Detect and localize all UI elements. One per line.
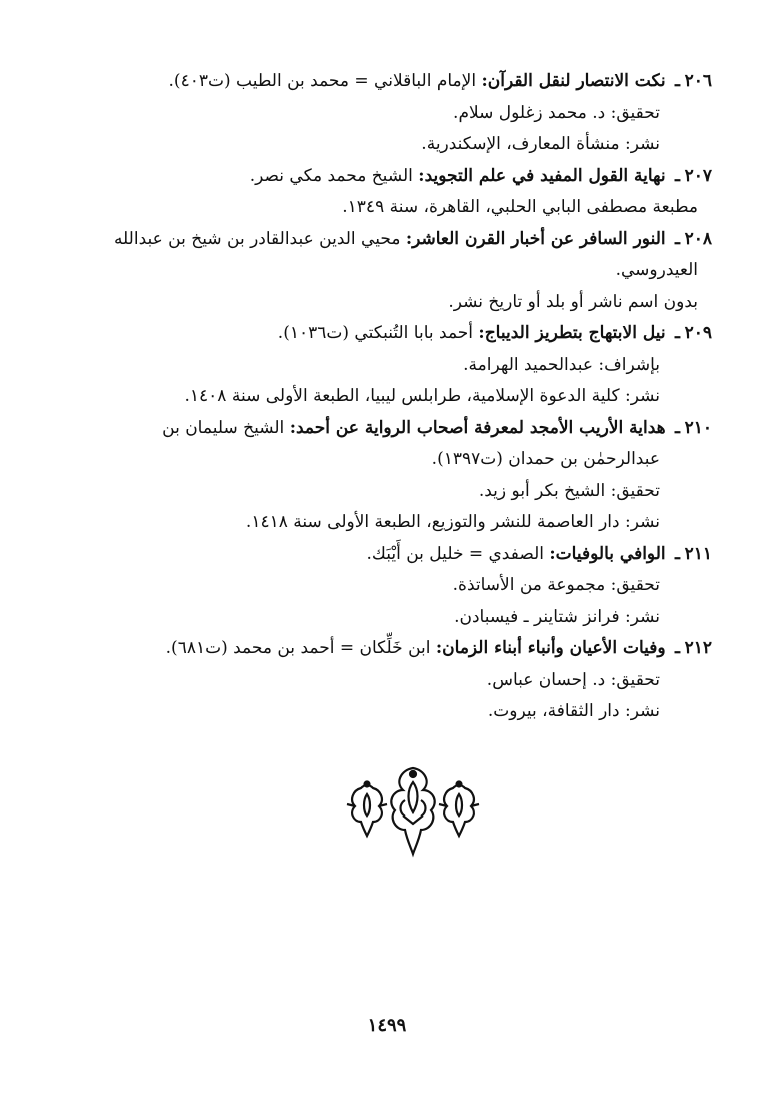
entry-210-publisher: نشر: دار العاصمة للنشر والتوزيع، الطبعة الأولى سنة ١٤١٨. [245,512,660,532]
entry-title: هداية الأريب الأمجد لمعرفة أصحاب الرواية عن أحمد: [289,417,666,438]
entry-209-heading: ٢٠٩ـ نيل الابتهاج بتطريز الديباج: أحمد بابا التُنبكتي (ت١٠٣٦). [40,318,712,350]
entry-206-heading: ٢٠٦ـ نكت الانتصار لنقل القرآن: الإمام الباقلاني = محمد بن الطيب (ت٤٠٣). [40,66,712,98]
entry-number: ٢٠٨ [684,228,712,249]
entry-author: ابن خَلِّكان = أحمد بن محمد (ت٦٨١). [165,638,431,658]
entry-208-continuation: العيدروسي. [615,260,698,280]
floral-ornament-icon [333,760,493,860]
entry-208-publisher: بدون اسم ناشر أو بلد أو تاريخ نشر. [448,291,698,312]
entry-title: الوافي بالوفيات: [549,543,666,564]
entry-number: ٢١٢ [684,638,712,658]
entry-212-editor: تحقيق: د. إحسان عباس. [486,669,660,690]
entry-number: ٢١١ [684,543,712,564]
entry-207-publisher: مطبعة مصطفى البابي الحلبي، القاهرة، سنة ١٣٤٩. [342,197,698,217]
entry-number: ٢٠٩ [684,323,712,343]
floral-ornament-icon [333,760,493,860]
entry-author: الشيخ محمد مكي نصر. [249,165,413,186]
entry-210-editor: تحقيق: الشيخ بكر أبو زيد. [478,480,660,501]
entry-212-heading: ٢١٢ـ وفيات الأعيان وأنباء أبناء الزمان: ابن خَلِّكان = أحمد بن محمد (ت٦٨١). [40,633,712,665]
bibliography-list [40,66,712,728]
entry-number: ٢١٠ [684,417,712,438]
entry-211-heading: ٢١١ـ الوافي بالوفيات: الصفدي = خليل بن أَيْبَك. [40,539,712,571]
entry-206-editor: تحقيق: د. محمد زغلول سلام. [453,102,660,123]
entry-title: وفيات الأعيان وأنباء أبناء الزمان: [435,638,666,658]
entry-title: نكت الانتصار لنقل القرآن: [481,71,666,91]
entry-title: النور السافر عن أخبار القرن العاشر: [405,228,666,249]
entry-210-heading: ٢١٠ـ هداية الأريب الأمجد لمعرفة أصحاب الرواية عن أحمد: الشيخ سليمان بن [40,413,712,445]
entry-212-publisher: نشر: دار الثقافة، بيروت. [487,701,660,721]
entry-208-heading: ٢٠٨ـ النور السافر عن أخبار القرن العاشر: محيي الدين عبدالقادر بن شيخ بن عبدالله [40,224,712,256]
entry-author: محيي الدين عبدالقادر بن شيخ بن عبدالله [113,228,401,249]
entry-title: نيل الابتهاج بتطريز الديباج: [478,323,666,343]
entry-number: ٢٠٦ [684,71,712,91]
entry-211-publisher: نشر: فرانز شتاينر ـ فيسبادن. [454,606,660,627]
entry-207-heading: ٢٠٧ـ نهاية القول المفيد في علم التجويد: الشيخ محمد مكي نصر. [40,161,712,193]
entry-209-publisher: نشر: كلية الدعوة الإسلامية، طرابلس ليبيا، الطبعة الأولى سنة ١٤٠٨. [184,386,660,406]
entry-author: الصفدي = خليل بن أَيْبَك. [366,543,544,564]
entry-title: نهاية القول المفيد في علم التجويد: [418,165,666,186]
entry-author: الإمام الباقلاني = محمد بن الطيب (ت٤٠٣). [168,71,477,91]
entry-206-publisher: نشر: منشأة المعارف، الإسكندرية. [421,134,660,154]
page-number: ١٤٩٩ [367,1015,407,1036]
entry-210-continuation: عبدالرحمٰن بن حمدان (ت١٣٩٧). [431,449,660,469]
entry-211-editor: تحقيق: مجموعة من الأساتذة. [452,575,660,595]
entry-number: ٢٠٧ [684,165,712,186]
entry-author: الشيخ سليمان بن [162,417,285,438]
entry-author: أحمد بابا التُنبكتي (ت١٠٣٦). [277,323,474,343]
entry-209-supervisor: بإشراف: عبدالحميد الهرامة. [463,354,660,375]
